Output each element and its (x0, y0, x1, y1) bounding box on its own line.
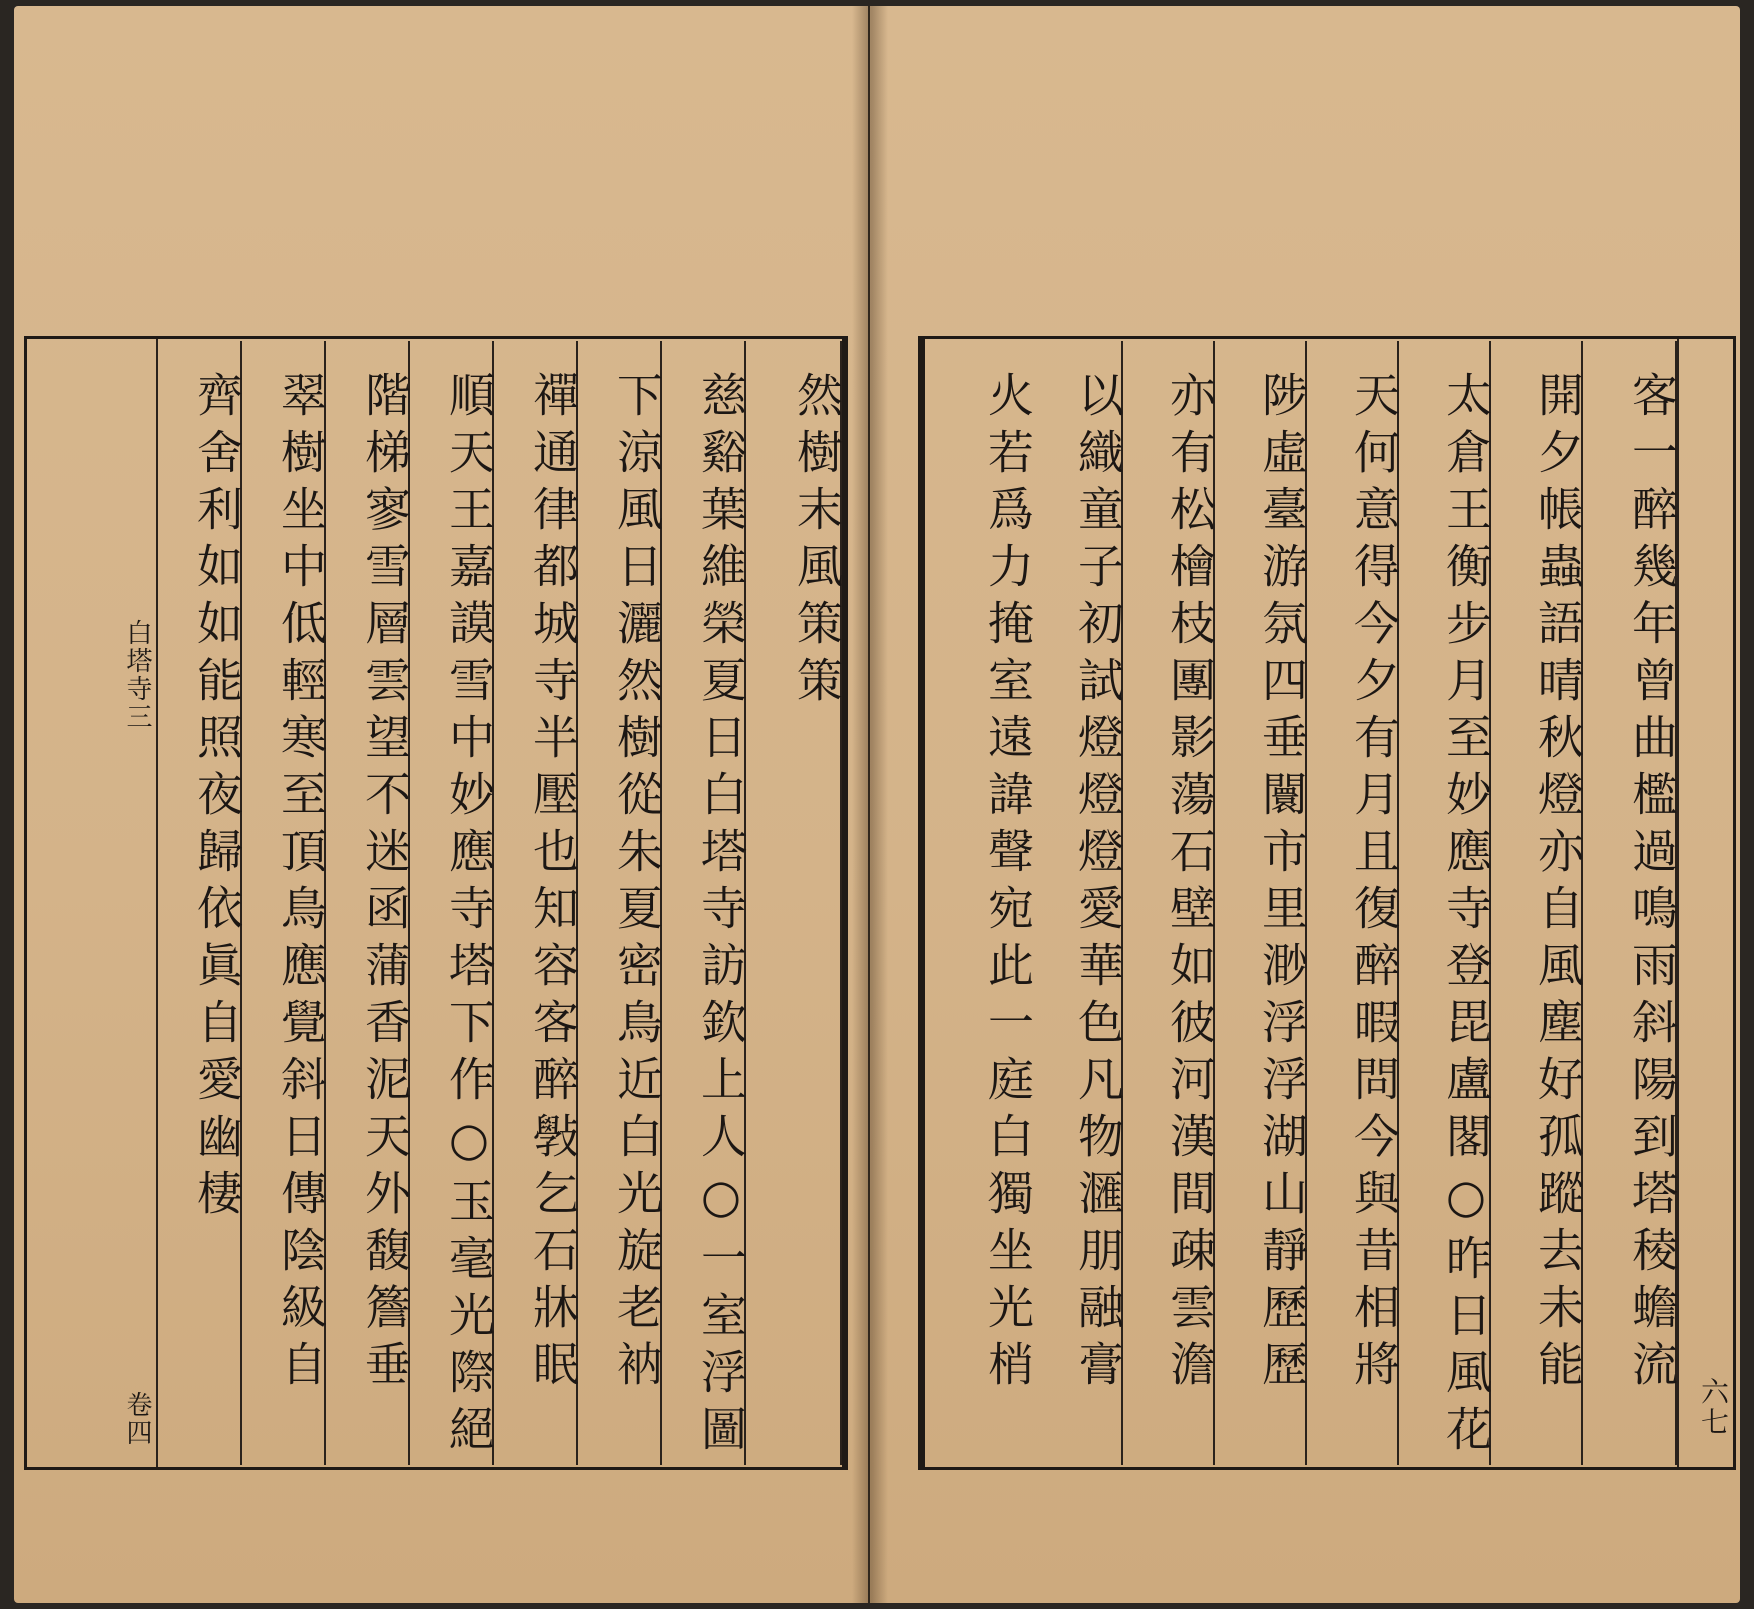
text-column: 禪通律都城寺半壓也知容客醉斅乞石牀眠 (494, 341, 578, 1465)
text-column: 然樹末風策策 (746, 341, 842, 1465)
text-column: 階梯寥雪層雲望不迷函蒲香泥天外馥簷垂 (326, 341, 410, 1465)
text-column: 齊舍利如如能照夜歸依眞自愛幽棲 (158, 341, 242, 1465)
right-text-block (918, 336, 1736, 1470)
text-column: 翠樹坐中低輕寒至頂鳥應覺斜日傳陰級自 (242, 341, 326, 1465)
left-page (14, 6, 868, 1603)
text-column: 慈谿葉維榮夏日白塔寺訪欽上人○一室浮圖 (662, 341, 746, 1465)
margin-page-number: 六七 (1697, 1377, 1730, 1437)
text-column: 陟虛臺游氛四垂闤市里渺浮浮湖山靜歷歷 (1215, 341, 1307, 1465)
page-margin (27, 339, 158, 1467)
text-column: 順天王嘉謨雪中妙應寺塔下作○玉毫光際絕 (410, 341, 494, 1465)
left-text-block (24, 336, 848, 1470)
margin-title: 白塔寺三 (122, 619, 152, 731)
text-column: 客一醉幾年曾曲檻過鳴雨斜陽到塔稜蟾流 (1583, 341, 1677, 1465)
margin-volume: 卷四 (122, 1391, 152, 1447)
text-column: 開夕帳蟲語晴秋燈亦自風塵好孤蹤去未能 (1491, 341, 1583, 1465)
book-gutter (852, 6, 888, 1603)
page-margin (1677, 339, 1733, 1467)
text-column: 以織童子初試燈燈燈愛華色凡物𣿬朋融膏 (1031, 341, 1123, 1465)
text-column: 下涼風日灑然樹從朱夏密鳥近白光旋老衲 (578, 341, 662, 1465)
text-column: 火若爲力掩室遠諱聲宛此一庭白獨坐光梢 (981, 371, 1035, 1397)
text-column: 太倉王衡步月至妙應寺登毘盧閣○昨日風花 (1399, 341, 1491, 1465)
text-column: 亦有松檜枝團影蕩石壁如彼河漢間疎雲澹 (1123, 341, 1215, 1465)
text-column: 天何意得今夕有月且復醉暇問今與昔相將 (1307, 341, 1399, 1465)
right-page (870, 6, 1740, 1603)
